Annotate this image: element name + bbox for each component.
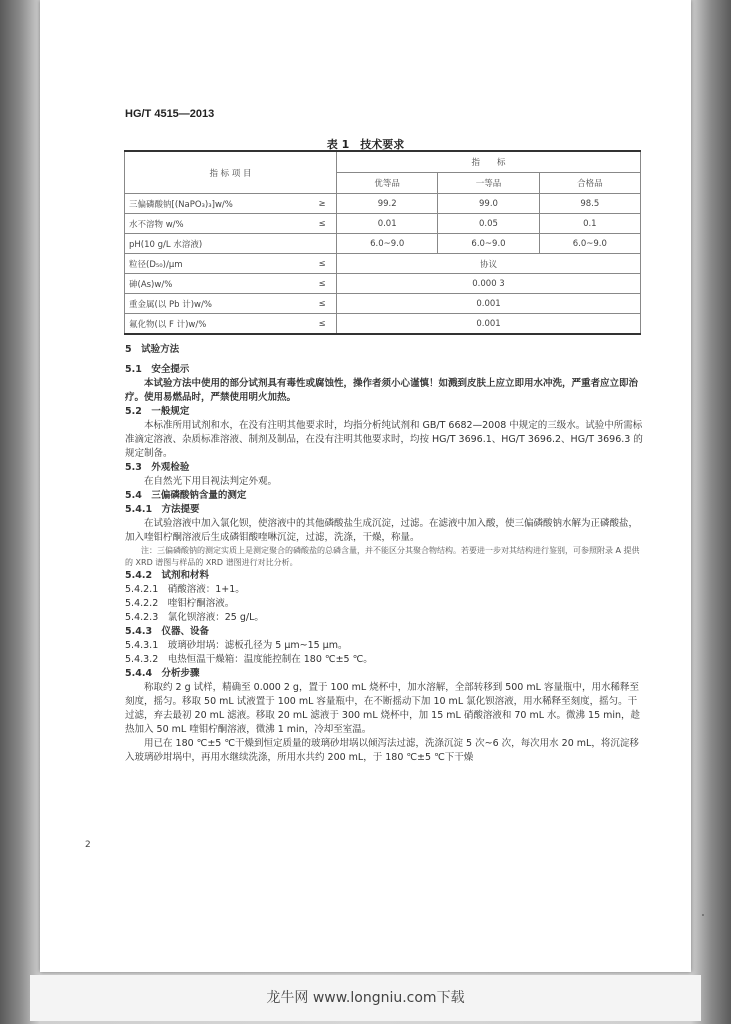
row-value: 99.2 xyxy=(337,194,438,214)
row-name: 重金属(以 Pb 计)w/% xyxy=(125,294,309,314)
row-symbol: ≥ xyxy=(308,194,337,214)
test-methods-section xyxy=(125,343,645,765)
row-value-merged: 0.000 3 xyxy=(337,274,641,294)
row-name: 砷(As)w/% xyxy=(125,274,309,294)
procedure-paragraph: 称取约 2 g 试样，精确至 0.000 2 g，置于 100 mL 烧杯中，加水溶解，全部转移到 500 mL 容量瓶中，用水稀释至刻度，摇匀。移取 50 mL 试液置于 100 mL 容量瓶中，在不断摇动下加 10 mL 氯化钡溶液，用水稀释至刻度，摇匀。干过滤，弃去最初 20 mL 滤液。移取 20 mL 滤液于 300 mL 烧杯中，加 15 mL 硝酸溶液和 70 mL 水。微沸 15 min，趁热加入 50 mL 喹钼柠酮溶液，微沸 1 min，冷却至室温。 xyxy=(125,682,641,735)
standard-code: HG/T 4515—2013 xyxy=(125,108,215,120)
heading-5-1: 5.1 安全提示 xyxy=(125,364,190,375)
row-name: 氟化物(以 F 计)w/% xyxy=(125,314,309,335)
heading-5-4-3: 5.4.3 仪器、设备 xyxy=(125,626,210,637)
method-text: 在试验溶液中加入氯化钡，使溶液中的其他磷酸盐生成沉淀，过滤。在滤液中加入酸，使三偏磷酸钠水解为正磷酸盐，加入喹钼柠酮溶液后生成磷钼酸喹啉沉淀，过滤，洗涤，干燥，称量。 xyxy=(125,518,639,543)
table-row xyxy=(125,294,641,314)
row-value: 0.05 xyxy=(438,214,539,234)
grade-header: 优等品 xyxy=(337,173,438,194)
row-name: pH(10 g/L 水溶液) xyxy=(125,234,309,254)
method-note: 注：三偏磷酸钠的测定实质上是测定聚合的磷酸盐的总磷含量，并不能区分其聚合物结构。若要进一步对其结构进行鉴别，可参照附录 A 提供的 XRD 谱图与样品的 XRD 谱图进行对比分析。 xyxy=(125,546,640,567)
procedure-paragraph: 用已在 180 ℃±5 ℃干燥到恒定质量的玻璃砂坩埚以倾泻法过滤，洗涤沉淀 5 次~6 次，每次用水 20 mL，将沉淀移入玻璃砂坩埚中，再用水继续洗涤，所用水共约 200 mL，于 180 ℃±5 ℃下干燥 xyxy=(125,738,639,763)
reagent-item: 5.4.2.1 硝酸溶液：1+1。 xyxy=(125,584,245,595)
row-name: 粒径(D₅₀)/μm xyxy=(125,254,309,274)
row-symbol xyxy=(308,234,337,254)
row-symbol: ≤ xyxy=(308,294,337,314)
row-symbol: ≤ xyxy=(308,274,337,294)
grade-header: 合格品 xyxy=(539,173,640,194)
heading-5-4-2: 5.4.2 试剂和材料 xyxy=(125,570,210,581)
row-symbol: ≤ xyxy=(308,254,337,274)
technical-requirements-table xyxy=(124,150,641,335)
row-name: 三偏磷酸钠[(NaPO₃)₃]w/% xyxy=(125,194,309,214)
row-value: 98.5 xyxy=(539,194,640,214)
general-text: 本标准所用试剂和水，在没有注明其他要求时，均指分析纯试剂和 GB/T 6682—2008 中规定的三级水。试验中所需标准滴定溶液、杂质标准溶液、制剂及制品，在没有注明其他要求时，均按 HG/T 3696.1、HG/T 3696.2、HG/T 3696.3 的规定制备。 xyxy=(125,420,643,459)
row-name: 水不溶物 w/% xyxy=(125,214,309,234)
heading-5-4-4: 5.4.4 分析步骤 xyxy=(125,668,200,679)
reagent-item: 5.4.2.3 氯化钡溶液：25 g/L。 xyxy=(125,612,264,623)
appearance-text: 在自然光下用目视法判定外观。 xyxy=(144,476,278,487)
footer-watermark: 龙牛网 www.longniu.com下载 xyxy=(30,975,701,1021)
heading-5-4: 5.4 三偏磷酸钠含量的测定 xyxy=(125,490,247,501)
heading-5-4-1: 5.4.1 方法提要 xyxy=(125,504,200,515)
row-value-merged: 协议 xyxy=(337,254,641,274)
page-mark xyxy=(702,914,704,916)
table-row xyxy=(125,274,641,294)
apparatus-item: 5.4.3.2 电热恒温干燥箱：温度能控制在 180 ℃±5 ℃。 xyxy=(125,654,373,665)
safety-text: 本试验方法中使用的部分试剂具有毒性或腐蚀性，操作者须小心谨慎！如溅到皮肤上应立即用水冲洗，严重者应立即治疗。使用易燃品时，严禁使用明火加热。 xyxy=(125,378,639,403)
apparatus-item: 5.4.3.1 玻璃砂坩埚：滤板孔径为 5 μm~15 μm。 xyxy=(125,640,348,651)
row-symbol: ≤ xyxy=(308,314,337,335)
reagent-item: 5.4.2.2 喹钼柠酮溶液。 xyxy=(125,598,235,609)
table-header-row xyxy=(125,151,641,173)
row-value: 6.0~9.0 xyxy=(438,234,539,254)
row-value-merged: 0.001 xyxy=(337,294,641,314)
row-value: 0.01 xyxy=(337,214,438,234)
row-value: 99.0 xyxy=(438,194,539,214)
table-row xyxy=(125,234,641,254)
row-value: 6.0~9.0 xyxy=(337,234,438,254)
row-symbol: ≤ xyxy=(308,214,337,234)
table-row xyxy=(125,314,641,335)
heading-5-3: 5.3 外观检验 xyxy=(125,462,190,473)
row-value-merged: 0.001 xyxy=(337,314,641,335)
grade-header: 一等品 xyxy=(438,173,539,194)
table-row xyxy=(125,194,641,214)
table-title: 表 1 技术要求 xyxy=(326,138,405,151)
col-index-header: 指 标 xyxy=(337,151,641,173)
page-number: 2 xyxy=(85,840,91,850)
table-row xyxy=(125,254,641,274)
document-page xyxy=(40,0,691,972)
row-value: 0.1 xyxy=(539,214,640,234)
heading-5: 5 试验方法 xyxy=(125,344,180,355)
row-value: 6.0~9.0 xyxy=(539,234,640,254)
table-row xyxy=(125,214,641,234)
col-item-header: 指 标 项 目 xyxy=(125,151,337,194)
heading-5-2: 5.2 一般规定 xyxy=(125,406,190,417)
